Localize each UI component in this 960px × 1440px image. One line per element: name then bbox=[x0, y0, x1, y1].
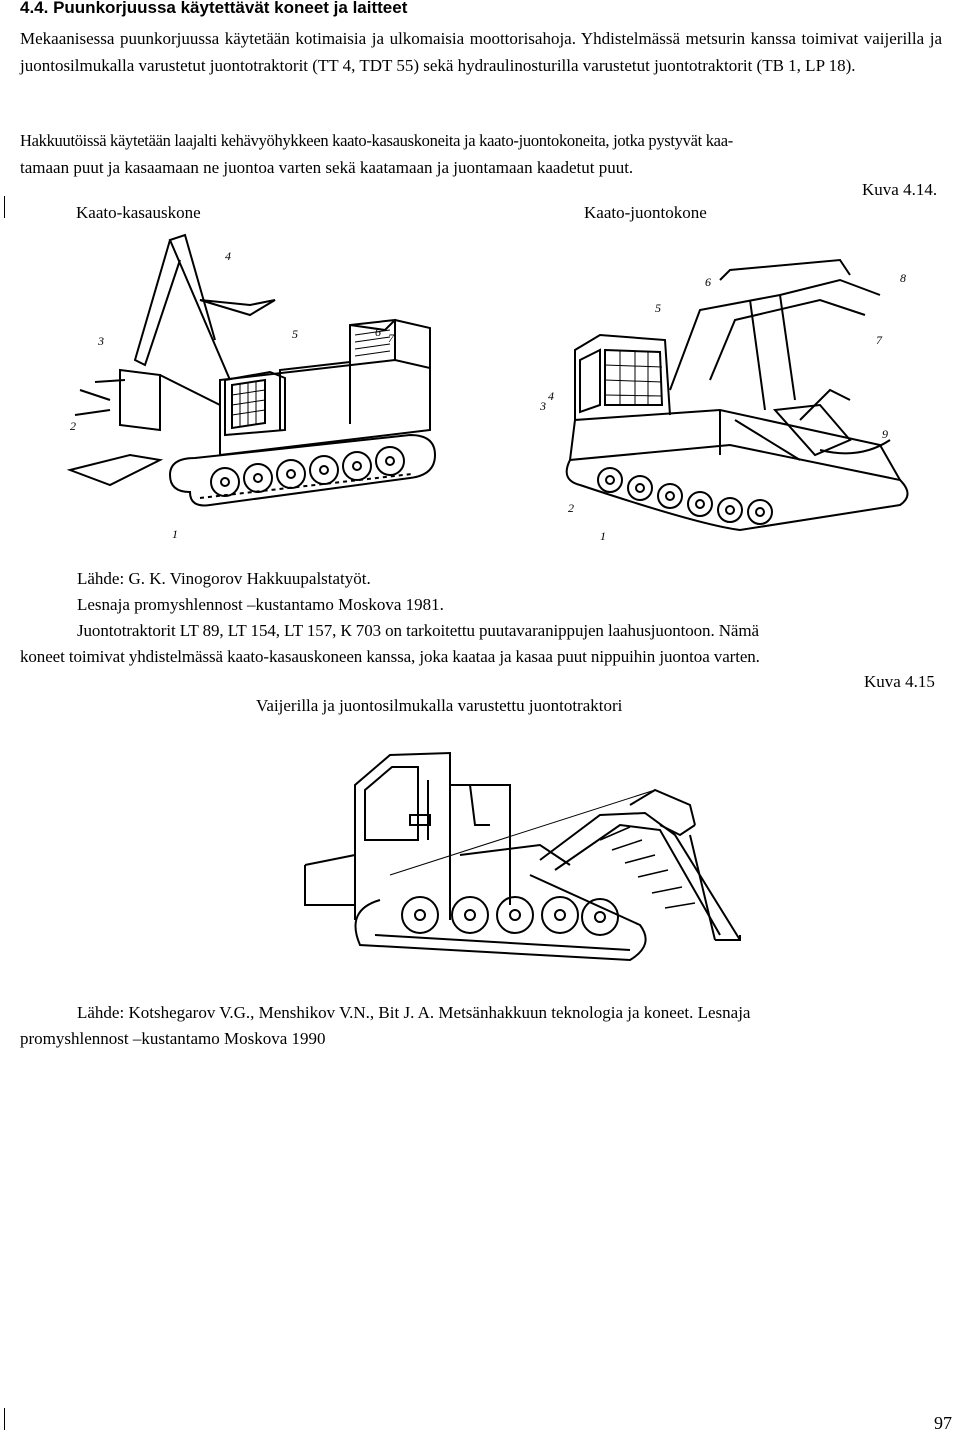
feller-buncher-label-1: 1 bbox=[172, 527, 178, 541]
margin-change-bar bbox=[4, 196, 5, 218]
page-number: 97 bbox=[934, 1413, 952, 1433]
figure-4-14-number: Kuva 4.14. bbox=[862, 180, 938, 199]
feller-buncher-label-7: 7 bbox=[388, 331, 394, 345]
feller-skidder-label-4: 4 bbox=[548, 389, 554, 403]
figure-4-14-source-1: Lähde: G. K. Vinogorov Hakkuupalstatyöt. bbox=[77, 569, 371, 588]
figure-4-15-number: Kuva 4.15 bbox=[864, 672, 935, 691]
paragraph-2-line-1: Hakkuutöissä käytetään laajalti kehävyöhykkeen kaato-kasauskoneita ja kaato-juontokoneita, jotka pystyvät kaa- bbox=[20, 131, 733, 150]
feller-skidder-label-5: 5 bbox=[655, 301, 661, 315]
feller-skidder-label-3: 3 bbox=[540, 399, 546, 413]
paragraph-3-line-1: Juontotraktorit LT 89, LT 154, LT 157, К 703 on tarkoitettu puutavaranippujen laahusjuontoon. Nämä bbox=[77, 621, 759, 640]
feller-skidder-label-2: 2 bbox=[568, 501, 574, 515]
feller-skidder-label-9: 9 bbox=[882, 427, 888, 441]
figure-4-14-left-caption: Kaato-kasauskone bbox=[76, 203, 201, 222]
feller-buncher-illustration bbox=[50, 230, 450, 560]
paragraph-2-line-2: tamaan puut ja kasaamaan ne juontoa varten sekä kaatamaan ja juontamaan kaadetut puut. bbox=[20, 158, 634, 177]
figure-4-15-source-2: promyshlennost –kustantamo Moskova 1990 bbox=[20, 1029, 326, 1048]
feller-skidder-label-1: 1 bbox=[600, 529, 606, 543]
bottom-margin-bar bbox=[4, 1408, 5, 1430]
feller-buncher-label-5: 5 bbox=[292, 327, 298, 341]
figure-4-15-caption: Vaijerilla ja juontosilmukalla varustettu juontotraktori bbox=[256, 696, 623, 715]
feller-buncher-label-4: 4 bbox=[225, 249, 231, 263]
feller-skidder-label-8: 8 bbox=[900, 271, 906, 285]
section-heading: 4.4. Puunkorjuussa käytettävät koneet ja laitteet bbox=[20, 0, 408, 17]
figure-4-14-right-caption: Kaato-juontokone bbox=[584, 203, 707, 222]
feller-buncher-label-3: 3 bbox=[98, 334, 104, 348]
feller-skidder-illustration bbox=[520, 240, 920, 560]
paragraph-3-line-2: koneet toimivat yhdistelmässä kaato-kasauskoneen kanssa, joka kaataa ja kasaa puut nippuihin juontoa varten. bbox=[20, 647, 760, 666]
skidder-tractor-illustration bbox=[300, 745, 760, 965]
paragraph-2 bbox=[20, 127, 942, 181]
figure-4-15-source-1: Lähde: Kotshegarov V.G., Menshikov V.N., Bit J. A. Metsänhakkuun teknologia ja koneet. Lesnaja bbox=[77, 1003, 751, 1022]
figure-4-14-source-2: Lesnaja promyshlennost –kustantamo Moskova 1981. bbox=[77, 595, 444, 614]
feller-buncher-label-2: 2 bbox=[70, 419, 76, 433]
feller-skidder-label-7: 7 bbox=[876, 333, 882, 347]
feller-buncher-label-6: 6 bbox=[375, 325, 381, 339]
feller-skidder-label-6: 6 bbox=[705, 275, 711, 289]
paragraph-1: Mekaanisessa puunkorjuussa käytetään kotimaisia ja ulkomaisia moottorisahoja. Yhdistelmässä metsurin kanssa toimivat vaijerilla ja juontosilmukalla varustetut juontotraktorit (TT 4, TDT 55) sekä hydraulinosturilla varustetut juontotraktorit (TB 1, LP 18). bbox=[20, 29, 942, 75]
